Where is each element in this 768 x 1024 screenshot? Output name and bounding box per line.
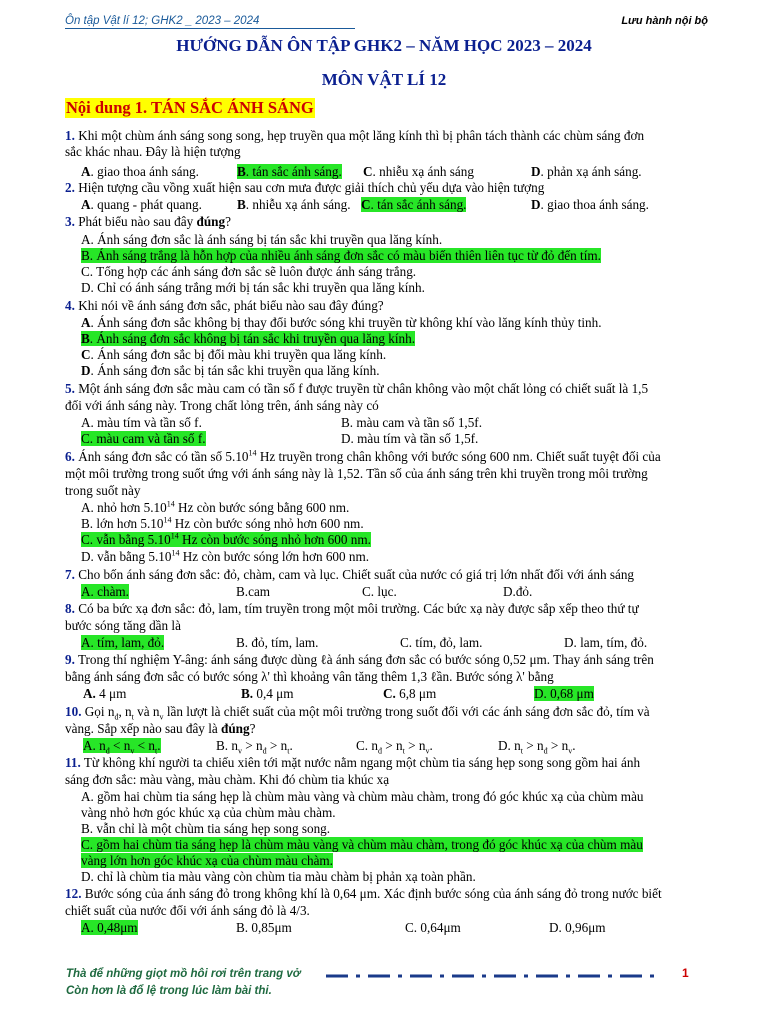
q9-option-d[interactable]: D. 0,68 μm [534, 686, 594, 701]
q9-option-b[interactable]: B. 0,4 μm [241, 686, 294, 701]
q9-stem: 9. Trong thí nghiệm Y-âng: ánh sáng được dùng ℓà ánh sáng đơn sắc có bước sóng 0,52 μm. Thay ánh sáng trên [65, 652, 654, 667]
q6-option-b[interactable]: B. lớn hơn 5.10$^{14}$ Hz còn bước sóng nhỏ hơn 600 nm. [81, 515, 364, 531]
q10-option-c[interactable]: C. $n_đ > n_t > n_v$. [356, 738, 433, 756]
q10-stem-2: vàng. Sắp xếp nào sau đây là đúng? [65, 721, 256, 736]
q12-option-c[interactable]: C. 0,64μm [405, 920, 461, 935]
q4-option-b[interactable]: B. Ánh sáng đơn sắc không bị tán sắc khi truyền qua lăng kính. [81, 331, 416, 346]
q11-option-a[interactable]: A. gồm hai chùm tia sáng hẹp là chùm màu vàng và chùm màu chàm, trong đó góc khúc xạ của chùm màu [81, 789, 644, 804]
q5-option-c[interactable]: C. màu cam và tần số f. [81, 431, 206, 446]
q11-stem-2: sáng đơn sắc: màu vàng, màu chàm. Khi đó chùm tia khúc xạ [65, 772, 390, 787]
q12-option-b[interactable]: B. 0,85μm [236, 920, 292, 935]
q3-option-b[interactable]: B. Ánh sáng trắng là hỗn hợp của nhiều ánh sáng đơn sắc có màu biến thiên liên tục từ đỏ đến tím. [81, 248, 601, 263]
q8-option-d[interactable]: D. lam, tím, đỏ. [564, 635, 648, 650]
q6-stem-3: trong suốt này [65, 483, 141, 498]
q2-option-a[interactable]: A. quang - phát quang. [81, 197, 202, 212]
q6-option-d[interactable]: D. vẫn bằng 5.10$^{14}$ Hz còn bước sóng lớn hơn 600 nm. [81, 548, 370, 564]
page-title: HƯỚNG DẪN ÔN TẬP GHK2 – NĂM HỌC 2023 – 2024 [176, 36, 592, 55]
q5-stem-2: đối với ánh sáng này. Trong chất lỏng trên, ánh sáng này có [65, 398, 379, 413]
q2-option-d[interactable]: D. giao thoa ánh sáng. [531, 197, 649, 212]
q1-stem: 1. Khi một chùm ánh sáng song song, hẹp truyền qua một lăng kính thì bị phân tách thành các chùm sáng đơn [65, 128, 645, 143]
q11-option-b[interactable]: B. vẫn chỉ là một chùm tia sáng hẹp song song. [81, 821, 331, 836]
q12-option-a[interactable]: A. 0,48μm [81, 920, 138, 935]
q3-option-a[interactable]: A. Ánh sáng đơn sắc là ánh sáng bị tán sắc khi truyền qua lăng kính. [81, 232, 443, 247]
q3-stem: 3. Phát biểu nào sau đây đúng? [65, 214, 231, 229]
q1-option-d[interactable]: D. phản xạ ánh sáng. [531, 164, 642, 179]
q8-stem: 8. Có ba bức xạ đơn sắc: đỏ, lam, tím truyền trong một môi trường. Các bức xạ này được sắp xếp theo thứ tự [65, 601, 639, 616]
q11-option-c[interactable]: C. gồm hai chùm tia sáng hẹp là chùm màu vàng và chùm màu chàm, trong đó góc khúc xạ của chùm màu [81, 837, 643, 852]
q9-stem-2: bằng ánh sáng đơn sắc có bước sóng λ' thì khoảng vân tăng thêm 1,3 ℓần. Bước sóng λ' bằng [65, 669, 554, 684]
header-right: Lưu hành nội bộ [621, 15, 708, 27]
q1-option-a[interactable]: A. giao thoa ánh sáng. [81, 164, 199, 179]
q11-option-d[interactable]: D. chỉ là chùm tia màu vàng còn chùm tia màu chàm bị phản xạ toàn phần. [81, 869, 476, 884]
q10-option-b[interactable]: B. $n_v > n_đ > n_t$. [216, 738, 293, 756]
q8-option-c[interactable]: C. tím, đỏ, lam. [400, 635, 483, 650]
q1-stem-2: sắc khác nhau. Đây là hiện tượng [65, 144, 241, 159]
page-number: 1 [682, 966, 689, 980]
header-left: Ôn tập Vật lí 12; GHK2 _ 2023 – 2024 [65, 15, 355, 29]
q10-option-d[interactable]: D. $n_t > n_đ > n_v$. [498, 738, 576, 756]
q6-option-a[interactable]: A. nhỏ hơn 5.10$^{14}$ Hz còn bước sóng bằng 600 nm. [81, 499, 350, 515]
q8-option-a[interactable]: A. tím, lam, đỏ. [81, 635, 165, 650]
q1-option-b[interactable]: B. tán sắc ánh sáng. [237, 164, 342, 179]
q5-option-b[interactable]: B. màu cam và tần số 1,5f. [341, 415, 482, 430]
q10-option-a[interactable]: A. $n_đ < n_v < n_t$. [83, 738, 161, 756]
q5-stem: 5. Một ánh sáng đơn sắc màu cam có tần số f được truyền từ chân không vào một chất lỏng có chiết suất là 1,5 [65, 381, 649, 396]
q9-option-a[interactable]: A. 4 μm [83, 686, 127, 701]
footer-quote [66, 966, 300, 1000]
footer-quote-line-2: Còn hơn là đổ lệ trong lúc làm bài thi. [66, 985, 272, 997]
q8-stem-2: bước sóng tăng dần là [65, 618, 181, 633]
q2-option-c[interactable]: C. tán sắc ánh sáng. [361, 197, 467, 212]
q3-option-d[interactable]: D. Chỉ có ánh sáng trắng mới bị tán sắc khi truyền qua lăng kính. [81, 280, 425, 295]
q11-stem: 11. Từ không khí người ta chiếu xiên tới mặt nước nằm ngang một chùm tia sáng hẹp song song gồm hai ánh [65, 755, 641, 770]
q10-stem: 10. Gọi $n_đ$, $n_t$ và $n_v$ lần lượt là chiết suất của một môi trường trong suốt đối với các ánh sáng đơn sắc đỏ, tím và [65, 704, 650, 722]
q7-option-a[interactable]: A. chàm. [81, 584, 129, 599]
q6-stem: 6. Ánh sáng đơn sắc có tần số 5.10$^{14}$ Hz truyền trong chân không với bước sóng 600 nm. Chiết suất tuyệt đối của [65, 448, 661, 464]
q2-stem: 2. Hiện tượng cầu vồng xuất hiện sau cơn mưa được giải thích chủ yếu dựa vào hiện tượng [65, 180, 545, 195]
q12-stem-2: chiết suất của nước đối với ánh sáng đỏ là 4/3. [65, 903, 310, 918]
q4-option-d[interactable]: D. Ánh sáng đơn sắc bị tán sắc khi truyền qua lăng kính. [81, 363, 380, 378]
q7-option-c[interactable]: C. lục. [362, 584, 397, 599]
footer-quote-line-1: Thà để những giọt mồ hôi rơi trên trang vở [66, 968, 301, 980]
q11-option-c-cont: vàng lớn hơn góc khúc xạ của chùm màu chàm. [81, 853, 333, 868]
q4-option-c[interactable]: C. Ánh sáng đơn sắc bị đổi màu khi truyền qua lăng kính. [81, 347, 387, 362]
q6-option-c[interactable]: C. vẫn bằng 5.10$^{14}$ Hz còn bước sóng nhỏ hơn 600 nm. [81, 531, 371, 547]
q4-stem: 4. Khi nói về ánh sáng đơn sắc, phát biểu nào sau đây đúng? [65, 298, 384, 313]
q12-option-d[interactable]: D. 0,96μm [549, 920, 606, 935]
q7-option-b[interactable]: B.cam [236, 584, 271, 599]
subject-title: MÔN VẬT LÍ 12 [321, 70, 447, 89]
q11-option-a-cont: vàng nhỏ hơn góc khúc xạ của chùm màu chàm. [81, 805, 336, 820]
q2-option-b[interactable]: B. nhiễu xạ ánh sáng. [237, 197, 351, 212]
q8-option-b[interactable]: B. đỏ, tím, lam. [236, 635, 319, 650]
footer-dash-line [326, 973, 656, 979]
q3-option-c[interactable]: C. Tổng hợp các ánh sáng đơn sắc sẽ luôn được ánh sáng trắng. [81, 264, 417, 279]
q9-option-c[interactable]: C. 6,8 μm [383, 686, 437, 701]
q7-option-d[interactable]: D.đỏ. [503, 584, 533, 599]
q1-option-c[interactable]: C. nhiễu xạ ánh sáng [363, 164, 474, 179]
q7-stem: 7. Cho bốn ánh sáng đơn sắc: đỏ, chàm, cam và lục. Chiết suất của nước có giá trị lớn nhất đối với ánh sáng [65, 567, 635, 582]
q4-option-a[interactable]: A. Ánh sáng đơn sắc không bị thay đổi bước sóng khi truyền từ không khí vào lăng kính thủy tinh. [81, 315, 602, 330]
q5-option-d[interactable]: D. màu tím và tần số 1,5f. [341, 431, 479, 446]
q5-option-a[interactable]: A. màu tím và tần số f. [81, 415, 202, 430]
section-heading: Nội dung 1. TÁN SẮC ÁNH SÁNG [66, 98, 314, 117]
q6-stem-2: một môi trường trong suốt ứng với ánh sáng này là 1,52. Tần số của ánh sáng trên khi truyền trong môi trường [65, 466, 648, 481]
q12-stem: 12. Bước sóng của ánh sáng đỏ trong không khí là 0,64 μm. Xác định bước sóng của ánh sáng đỏ trong nước biết [65, 886, 662, 901]
